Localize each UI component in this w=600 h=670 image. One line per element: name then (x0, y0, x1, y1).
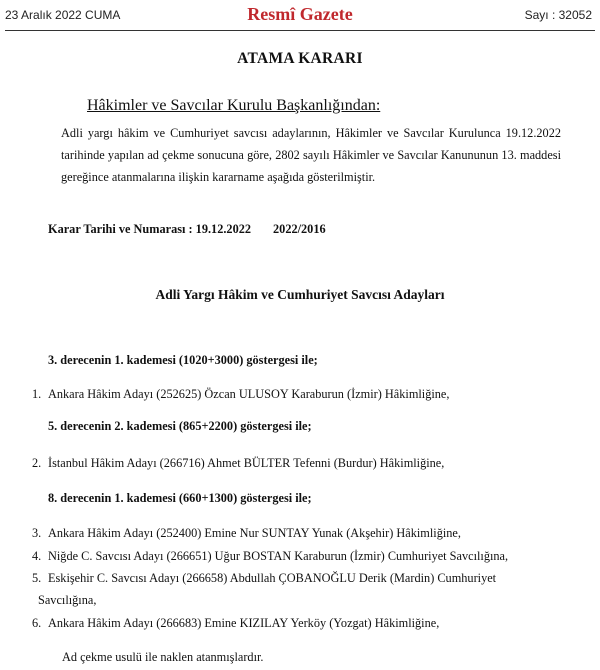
item-text: İstanbul Hâkim Adayı (266716) Ahmet BÜLTER Tefenni (Burdur) Hâkimliğine, (48, 456, 445, 470)
appointment-item (32, 549, 508, 564)
intro-paragraph: Adli yargı hâkim ve Cumhuriyet savcısı adaylarının, Hâkimler ve Savcılar Kurulunca 19.12.2022 tarihinde yapılan ad çekme sonucuna göre, 2802 sayılı Hâkimler ve Savcılar Kanununun 13. maddesi gereğince atanmalarına ilişkin kararname aşağıda gösterilmiştir. (61, 126, 561, 184)
item-number: 1. (32, 387, 42, 401)
grade-heading: 5. derecenin 2. kademesi (865+2200) göstergesi ile; (48, 419, 312, 433)
grade-heading: 3. derecenin 1. kademesi (1020+3000) göstergesi ile; (48, 353, 318, 367)
item-text: Ankara Hâkim Adayı (266683) Emine KIZILAY Yerköy (Yozgat) Hâkimliğine, (48, 616, 440, 630)
decision-line (48, 222, 326, 237)
item-number: 2. (32, 456, 42, 470)
grade-heading: 8. derecenin 1. kademesi (660+1300) göstergesi ile; (48, 491, 312, 505)
item-text: Eskişehir C. Savcısı Adayı (266658) Abdullah ÇOBANOĞLU Derik (Mardin) Cumhuriyet (48, 571, 497, 585)
appointment-item (32, 387, 449, 402)
appointment-item (32, 571, 496, 586)
appointment-item (32, 526, 461, 541)
appointment-item (32, 456, 444, 471)
item-number: 4. (32, 549, 42, 563)
appointment-item (32, 616, 439, 631)
item-number: 5. (32, 571, 42, 585)
decision-label: Karar Tarihi ve Numarası : 19.12.2022 (48, 222, 252, 236)
issue-number: Sayı : 32052 (524, 8, 592, 22)
item-text: Ankara Hâkim Adayı (252400) Emine Nur SUNTAY Yunak (Akşehir) Hâkimliğine, (48, 526, 461, 540)
header-divider (5, 30, 595, 31)
item-text: Ankara Hâkim Adayı (252625) Özcan ULUSOY Karaburun (İzmir) Hâkimliğine, (48, 387, 450, 401)
item-number: 6. (32, 616, 42, 630)
decision-number: 2022/2016 (273, 222, 326, 236)
gazette-title: Resmî Gazete (247, 4, 353, 24)
document-title: ATAMA KARARI (237, 50, 363, 67)
issue-date: 23 Aralık 2022 CUMA (5, 8, 121, 22)
item-continuation: Savcılığına, (38, 593, 97, 607)
section-title: Adli Yargı Hâkim ve Cumhuriyet Savcısı Adayları (155, 287, 445, 302)
institution-heading: Hâkimler ve Savcılar Kurulu Başkanlığından: (87, 97, 381, 114)
item-text: Niğde C. Savcısı Adayı (266651) Uğur BOSTAN Karaburun (İzmir) Cumhuriyet Savcılığına, (48, 549, 509, 563)
item-number: 3. (32, 526, 42, 540)
closing-line: Ad çekme usulü ile naklen atanmışlardır. (62, 650, 264, 664)
